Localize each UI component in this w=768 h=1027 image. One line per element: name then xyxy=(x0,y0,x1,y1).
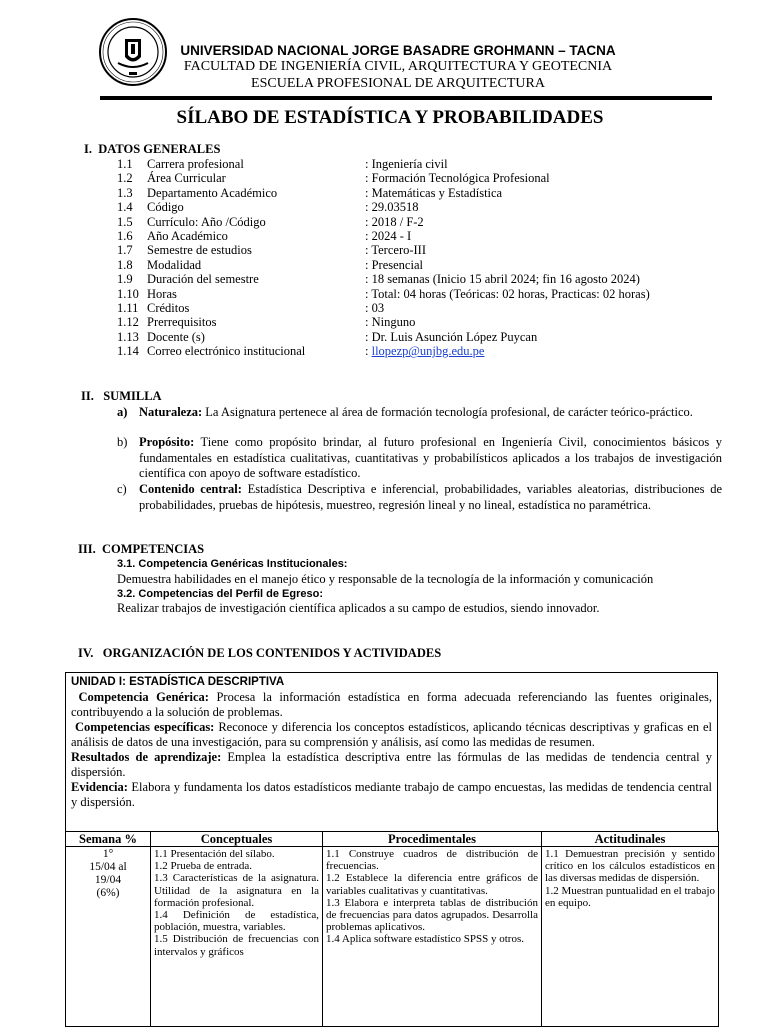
item-value-text: : Matemáticas y Estadística xyxy=(365,185,503,200)
item-value-text: : Presencial xyxy=(365,257,423,272)
profile-competence-title: 3.2. Competencias del Perfil de Egreso: xyxy=(117,588,324,600)
unit-label: Evidencia: xyxy=(71,780,128,794)
unit-text: Emplea la estadística descriptiva entre las fórmulas de las medidas de tendencia central y dispersión. xyxy=(71,750,712,779)
sumilla-label: Naturaleza: xyxy=(139,405,203,419)
item-value xyxy=(365,272,640,287)
section-number: II. xyxy=(81,389,94,403)
item-number: 1.4 xyxy=(117,200,133,215)
item-number: 1.6 xyxy=(117,229,133,243)
item-value-text: : 2018 / F-2 xyxy=(365,214,424,229)
section-title: COMPETENCIAS xyxy=(101,542,205,556)
item-number: 1.8 xyxy=(117,257,133,272)
item-label: Código xyxy=(147,200,184,215)
item-value-text: : xyxy=(365,344,372,359)
item-number: 1.12 xyxy=(117,315,139,330)
item-value xyxy=(365,171,550,186)
profile-competence-text: Realizar trabajos de investigación científica aplicados a su campo de estudios, siendo innovador. xyxy=(117,601,600,615)
item-label: Duración del semestre xyxy=(147,272,259,287)
item-label: Correo electrónico institucional xyxy=(147,344,306,359)
list-item: 1.4 Definición de estadística, población, muestra, variables. xyxy=(154,909,319,934)
item-value xyxy=(365,344,484,359)
item-value xyxy=(365,243,426,258)
unit-text: Reconoce y diferencia los conceptos estadísticos, aplicando técnicas descriptivas y graficas en el análisis de datos de una investigación, para su comprensión y análisis, así como las medidas de resumen. xyxy=(71,720,712,749)
item-value xyxy=(365,315,415,330)
unit-label: Competencias específicas: xyxy=(74,720,215,734)
item-value-text: : Total: 04 horas (Teóricas: 02 horas, Practicas: 02 horas) xyxy=(365,286,650,301)
unit-evidence xyxy=(71,780,712,810)
semana-cell xyxy=(66,847,151,1027)
section-title: SUMILLA xyxy=(103,389,162,403)
school-name: ESCUELA PROFESIONAL DE ARQUITECTURA xyxy=(251,76,545,91)
item-label: Docente (s) xyxy=(147,329,205,344)
contents-table xyxy=(65,831,719,1027)
semana-line: 1° xyxy=(102,848,114,860)
item-label: Currículo: Año /Código xyxy=(147,214,266,229)
item-number: 1.13 xyxy=(117,329,139,344)
list-item: 1.5 Distribución de frecuencias con intervalos y gráficos xyxy=(154,933,319,958)
section-organizacion-heading xyxy=(78,646,441,661)
item-number: 1.14 xyxy=(117,344,139,359)
section-sumilla-heading xyxy=(81,389,162,404)
column-header-actitudinales: Actitudinales xyxy=(542,832,719,847)
conceptuales-cell xyxy=(151,847,323,1027)
item-number: 1.1 xyxy=(117,157,133,171)
procedimentales-cell xyxy=(323,847,542,1027)
sumilla-marker: c) xyxy=(117,482,127,496)
item-value xyxy=(365,186,502,201)
item-value-text: : 18 semanas (Inicio 15 abril 2024; fin 16 agosto 2024) xyxy=(365,272,640,287)
list-item: 1.1 Construye cuadros de distribución de frecuencias. xyxy=(326,848,538,873)
semana-line: 15/04 al xyxy=(89,861,127,873)
unit-label: Resultados de aprendizaje: xyxy=(71,750,222,764)
column-header-conceptuales: Conceptuales xyxy=(151,832,323,847)
university-name: UNIVERSIDAD NACIONAL JORGE BASADRE GROHMANN – TACNA xyxy=(180,43,616,58)
section-number: I. xyxy=(84,142,92,156)
item-value xyxy=(365,229,411,244)
item-label: Área Curricular xyxy=(147,171,226,186)
unit-text: Procesa la información estadística en forma adecuada referenciando las fuentes originales, contribuyendo a la solución de problemas. xyxy=(71,690,712,719)
sumilla-text: Tiene como propósito brindar, al futuro profesional en Ingeniería Civil, conocimientos básicos y fundamentales en estadística cualitativas, cuantitativas y probabilísticos aplicados a los trabajos de investigación científica con apoyo de software estadístico. xyxy=(139,435,722,481)
section-title: ORGANIZACIÓN DE LOS CONTENIDOS Y ACTIVIDADES xyxy=(102,646,442,660)
actitudinales-cell xyxy=(542,847,719,1027)
unit-description-box xyxy=(65,672,718,832)
item-value-text: : 29.03518 xyxy=(365,200,419,215)
sumilla-text: Estadística Descriptiva e inferencial, probabilidades, variables aleatorias, distribuciones de probabilidades, pruebas de hipótesis, muestreo, regresión lineal y no lineal, estadística no paramétrica. xyxy=(139,482,722,512)
header-divider xyxy=(100,96,712,100)
item-label: Prerrequisitos xyxy=(147,315,217,330)
item-value xyxy=(365,287,650,302)
unit-generic-competence xyxy=(71,690,712,720)
sumilla-text: La Asignatura pertenece al área de formación tecnología profesional, de carácter teórico-práctico. xyxy=(202,405,693,419)
item-value xyxy=(365,330,537,345)
item-value xyxy=(365,157,448,172)
sumilla-label: Propósito: xyxy=(139,435,195,449)
section-number: IV. xyxy=(78,646,94,660)
sumilla-marker: a) xyxy=(117,405,128,419)
column-header-semana: Semana % xyxy=(66,832,151,847)
item-number: 1.5 xyxy=(117,214,133,229)
item-value-text: : 03 xyxy=(365,301,385,315)
sumilla-item xyxy=(117,435,722,482)
item-number: 1.9 xyxy=(117,272,133,287)
university-seal-logo xyxy=(98,17,168,87)
semana-line: (6%) xyxy=(96,887,120,899)
item-value-text: : Ninguno xyxy=(365,315,416,330)
item-value-text: : Tercero-III xyxy=(365,243,427,258)
table-row xyxy=(66,847,719,1027)
item-value-text: : Dr. Luis Asunción López Puycan xyxy=(365,329,538,344)
item-value xyxy=(365,215,424,230)
item-value-text: : Ingeniería civil xyxy=(365,157,448,171)
item-label: Semestre de estudios xyxy=(147,243,252,258)
item-number: 1.2 xyxy=(117,171,133,186)
list-item: 1.1 Presentación del sílabo. xyxy=(154,848,275,860)
list-item: 1.2 Muestran puntualidad en el trabajo en equipo. xyxy=(545,884,715,909)
unit-learning-results xyxy=(71,750,712,780)
generic-competence-title: 3.1. Competencia Genéricas Institucionales: xyxy=(117,558,348,570)
item-number: 1.7 xyxy=(117,243,133,258)
item-value xyxy=(365,200,418,215)
sumilla-item xyxy=(117,405,722,421)
list-item: 1.3 Características de la asignatura. Utilidad de la asignatura en la formación profesional. xyxy=(154,872,319,909)
table-header-row xyxy=(66,832,719,847)
item-label: Carrera profesional xyxy=(147,157,244,171)
list-item: 1.4 Aplica software estadístico SPSS y otros. xyxy=(326,933,524,946)
section-title: DATOS GENERALES xyxy=(98,142,221,156)
item-number: 1.3 xyxy=(117,185,133,200)
semana-line: 19/04 xyxy=(94,874,122,886)
section-number: III. xyxy=(78,542,96,556)
item-label: Créditos xyxy=(147,301,190,315)
sumilla-item xyxy=(117,482,722,513)
list-item: 1.2 Establece la diferencia entre gráficos de variables cualitativas y cuantitativas. xyxy=(326,872,538,897)
section-datos-generales-heading xyxy=(84,142,220,157)
faculty-name: FACULTAD DE INGENIERÍA CIVIL, ARQUITECTURA Y GEOTECNIA xyxy=(183,59,613,74)
section-competencias-heading xyxy=(78,542,204,557)
item-label: Modalidad xyxy=(147,257,202,272)
item-number: 1.11 xyxy=(117,301,139,315)
item-value-text: : 2024 - I xyxy=(365,229,412,243)
sumilla-label: Contenido central: xyxy=(139,482,242,496)
unit-text: Elabora y fundamenta los datos estadísticos mediante trabajo de campo encuestas, las medidas de tendencia central y dispersión. xyxy=(71,780,712,809)
document-title: SÍLABO DE ESTADÍSTICA Y PROBABILIDADES xyxy=(176,107,604,128)
item-value-text: : Formación Tecnológica Profesional xyxy=(365,171,550,186)
list-item: 1.3 Elabora e interpreta tablas de distribución de frecuencias para datos agrupados. Desarrolla problemas aplicativos. xyxy=(326,896,538,934)
unit-title: UNIDAD I: ESTADÍSTICA DESCRIPTIVA xyxy=(71,676,285,688)
unit-label: Competencia Genérica: xyxy=(78,690,209,704)
generic-competence-text: Demuestra habilidades en el manejo ético y responsable de la tecnología de la información y comunicación xyxy=(117,572,654,586)
list-item: 1.1 Demuestran precisión y sentido crítico en los cálculos estadísticos en las diversas medidas de dispersión. xyxy=(545,848,715,885)
item-value xyxy=(365,301,384,316)
column-header-procedimentales: Procedimentales xyxy=(323,832,542,847)
item-label: Horas xyxy=(147,286,177,301)
list-item: 1.2 Prueba de entrada. xyxy=(154,860,253,873)
sumilla-marker: b) xyxy=(117,435,128,449)
item-label: Año Académico xyxy=(147,229,228,243)
unit-specific-competences xyxy=(71,720,712,750)
item-label: Departamento Académico xyxy=(147,185,278,200)
item-number: 1.10 xyxy=(117,286,139,301)
email-link[interactable]: llopezp@unjbg.edu.pe xyxy=(371,344,485,359)
item-value xyxy=(365,258,423,273)
